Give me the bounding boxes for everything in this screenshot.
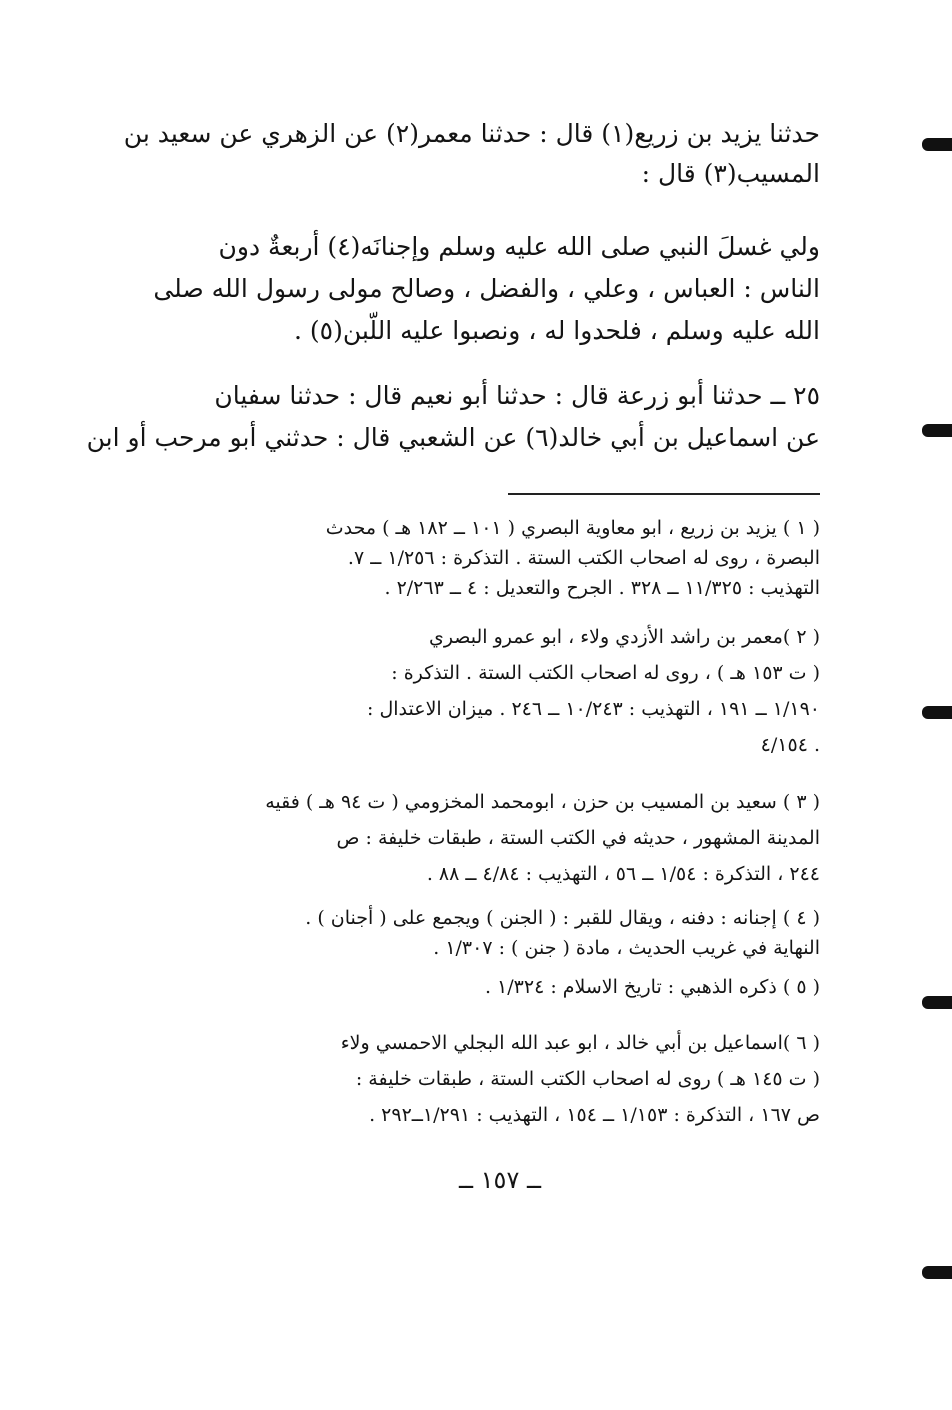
footnote-line: ( ٢ )معمر بن راشد الأزدي ولاء ، ابو عمرو البصري [428,626,820,648]
paragraph-line: ٢٥ ــ حدثنا أبو زرعة قال : حدثنا أبو نعيم قال : حدثنا سفيان [214,381,820,410]
footnote-line: ص ١٦٧ ، التذكرة : ١/١٥٣ ــ ١٥٤ ، التهذيب : ١/٢٩١ــ٢٩٢ . [369,1104,820,1126]
footnote-line: ( ٣ ) سعيد بن المسيب بن حزن ، ابومحمد المخزومي ( ت ٩٤ هـ ) فقيه [265,791,820,813]
paragraph-line: ولي غسلَ النبي صلى الله عليه وسلم وإجنانَه(٤) أربعةٌ دون [218,232,820,261]
footnote-line: ٤/١٥٤ . [760,734,820,756]
paragraph-line: الناس : العباس ، وعلي ، والفضل ، وصالح مولى رسول الله صلى [153,274,820,303]
footnote-line: ( ت ١٤٥ هـ ) روى له اصحاب الكتب الستة ، طبقات خليفة : [355,1068,820,1090]
scan-edge-mark [922,1266,952,1279]
paragraph-line: المسيب(٣) قال : [641,159,820,188]
footnote-line: ( ٤ ) إجنانه : دفنه ، ويقال للقبر : ( الجنن ) ويجمع على ( أجنان ) . [305,907,820,929]
scan-edge-mark [922,424,952,437]
paragraph-line: الله عليه وسلم ، فلحدوا له ، ونصبوا عليه اللّبن(٥) . [293,316,820,345]
scan-edge-mark [922,706,952,719]
paragraph-line: عن اسماعيل بن أبي خالد(٦) عن الشعبي قال : حدثني أبو مرحب أو ابن [86,423,820,452]
footnote-line: المدينة المشهور ، حديثه في الكتب الستة ، طبقات خليفة : ص [336,827,820,849]
footnote-line: ( ت ١٥٣ هـ ) ، روى له اصحاب الكتب الستة . التذكرة : [391,662,820,684]
footnote-line: ١/١٩٠ ــ ١٩١ ، التهذيب : ١٠/٢٤٣ ــ ٢٤٦ . ميزان الاعتدال : [367,698,820,720]
footnote-line: ( ١ ) يزيد بن زريع ، ابو معاوية البصري ( ١٠١ ــ ١٨٢ هـ ) محدث [325,517,820,539]
footnote-line: ( ٥ ) ذكره الذهبي : تاريخ الاسلام : ١/٣٢٤ . [484,976,820,998]
footnote-line: ( ٦ )اسماعيل بن أبي خالد ، ابو عبد الله البجلي الاحمسي ولاء [340,1032,820,1054]
footnote-line: البصرة ، روى له اصحاب الكتب الستة . التذكرة : ١/٢٥٦ ــ ٧. [347,547,820,569]
footnote-divider [508,493,820,495]
page-number: ــ ١٥٧ ــ [458,1166,542,1194]
paragraph-line: حدثنا يزيد بن زريع(١) قال : حدثنا معمر(٢) عن الزهري عن سعيد بن [123,119,820,148]
footnote-line: ٢٤٤ ، التذكرة : ١/٥٤ ــ ٥٦ ، التهذيب : ٤/٨٤ ــ ٨٨ . [426,863,820,885]
scan-edge-mark [922,996,952,1009]
footnote-line: النهاية في غريب الحديث ، مادة ( جنن ) : ١/٣٠٧ . [433,937,820,959]
footnote-line: التهذيب : ١١/٣٢٥ ــ ٣٢٨ . الجرح والتعديل : ٤ ــ ٢/٢٦٣ . [384,577,820,599]
scan-edge-mark [922,138,952,151]
